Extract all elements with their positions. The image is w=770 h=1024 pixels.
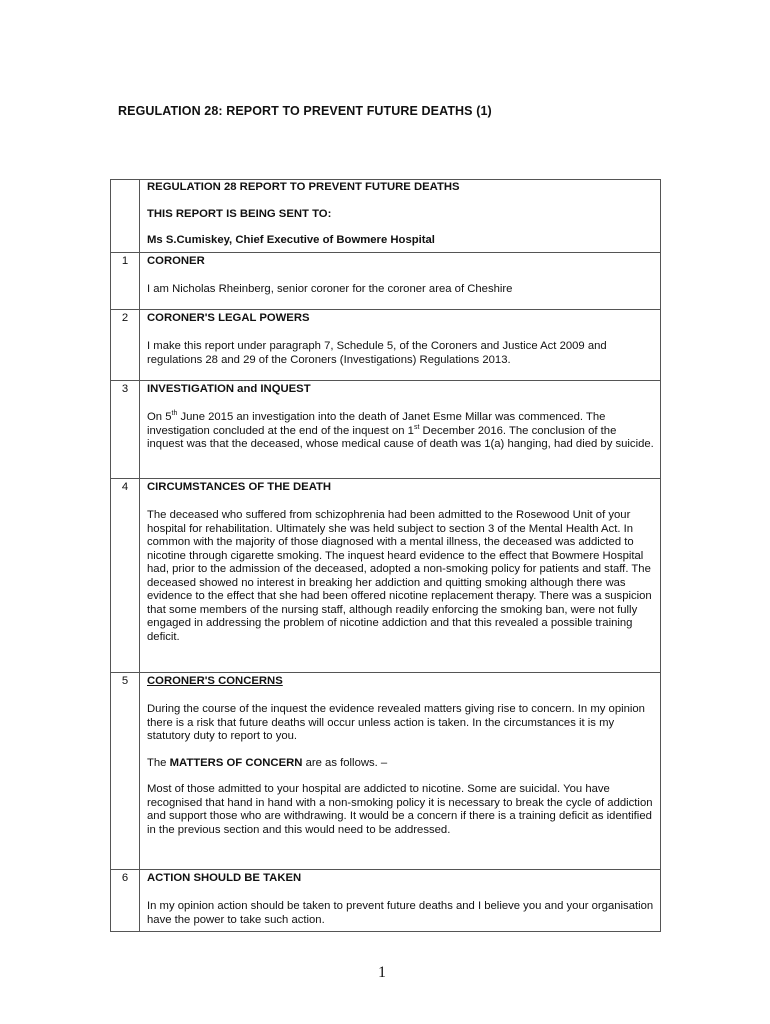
section-number-cell bbox=[111, 672, 140, 869]
section-number: 3 bbox=[121, 382, 129, 395]
section-body-2: Most of those admitted to your hospital are addicted to nicotine. Some are suicidal. You have recognised that hand in hand with a non-smoking policy it is necessary to break the cycle of addiction and support those who are withdrawing. It would be a concern if there is a training deficit as identified in the previous section and this would need to be addressed. bbox=[147, 783, 653, 836]
ordinal-suffix: st bbox=[413, 423, 420, 431]
section-number-cell bbox=[111, 869, 140, 932]
section-number-cell bbox=[111, 380, 140, 478]
section-body: I am Nicholas Rheinberg, senior coroner for the coroner area of Cheshire bbox=[147, 283, 513, 295]
body-text: are as follows. – bbox=[302, 756, 388, 769]
document-title: REGULATION 28: REPORT TO PREVENT FUTURE DEATHS (1) bbox=[118, 104, 492, 118]
page-number: 1 bbox=[378, 964, 386, 981]
intro-content-cell bbox=[140, 180, 661, 253]
section-number-cell bbox=[111, 478, 140, 672]
section-number-cell bbox=[111, 309, 140, 380]
section-heading: ACTION SHOULD BE TAKEN bbox=[147, 871, 302, 884]
section-number: 6 bbox=[121, 871, 129, 884]
section-body: The deceased who suffered from schizophrenia had been admitted to the Rosewood Unit of your hospital for rehabilitation. Ultimately she was held subject to section 3 of the Mental Health Act. In common with the majority of those diagnosed with a mental illness, the deceased was addicted to nicotine through cigarette smoking. The inquest heard evidence to the effect that Bowmere Hospital had, prior to the admission of the deceased, adopted a non-smoking policy for patients and staff. The deceased showed no interest in breaking her addiction and quitting smoking although there was evidence to the effect that she had been offered nicotine replacement therapy. There was a suspicion that some members of the nursing staff, although readily enforcing the smoking ban, were not fully engaged in addressing the problem of nicotine addiction and that this revealed a possible training deficit. bbox=[147, 509, 652, 643]
body-text: June 2015 an investigation into the death of Janet Esme Millar was commenced. The investigation concluded at the end of the inquest on 1 bbox=[147, 411, 606, 437]
section-body: During the course of the inquest the evidence revealed matters giving rise to concern. In my opinion there is a risk that future deaths will occur unless action is taken. In the circumstances it is my statutory duty to report to you. bbox=[147, 703, 645, 742]
report-table bbox=[110, 179, 661, 932]
intro-heading: REGULATION 28 REPORT TO PREVENT FUTURE DEATHS bbox=[147, 181, 460, 193]
section-number: 1 bbox=[121, 254, 129, 267]
section-body: In my opinion action should be taken to prevent future deaths and I believe you and your organisation have the power to take such action. bbox=[147, 900, 654, 926]
section-body: I make this report under paragraph 7, Schedule 5, of the Coroners and Justice Act 2009 and regulations 28 and 29 of the Coroners (Investigations) Regulations 2013. bbox=[147, 340, 607, 366]
section-row bbox=[111, 869, 661, 932]
section-row bbox=[111, 309, 661, 380]
recipient: Ms S.Cumiskey, Chief Executive of Bowmere Hospital bbox=[147, 234, 435, 246]
section-content-cell bbox=[140, 252, 661, 309]
section-row bbox=[111, 252, 661, 309]
section-content-cell bbox=[140, 869, 661, 932]
sent-to-label: THIS REPORT IS BEING SENT TO: bbox=[147, 207, 332, 220]
section-content-cell bbox=[140, 672, 661, 869]
matters-of-concern-label: MATTERS OF CONCERN bbox=[169, 756, 303, 769]
section-number: 5 bbox=[121, 674, 129, 687]
section-number-cell bbox=[111, 252, 140, 309]
section-content-cell bbox=[140, 478, 661, 672]
section-heading: INVESTIGATION and INQUEST bbox=[147, 382, 311, 395]
section-number: 2 bbox=[121, 311, 129, 324]
matters-of-concern-line bbox=[147, 757, 654, 771]
ordinal-suffix: th bbox=[171, 410, 178, 418]
section-content-cell bbox=[140, 380, 661, 478]
section-content-cell bbox=[140, 309, 661, 380]
body-text: On 5 bbox=[147, 411, 172, 423]
body-text: December 2016. The conclusion of the inquest was that the deceased, whose medical cause of death was 1(a) hanging, had died by suicide. bbox=[147, 424, 654, 450]
intro-number-cell bbox=[111, 180, 140, 253]
section-heading: CIRCUMSTANCES OF THE DEATH bbox=[147, 480, 332, 493]
section-row bbox=[111, 478, 661, 672]
section-number: 4 bbox=[121, 480, 129, 493]
body-text: The bbox=[147, 756, 170, 769]
section-body bbox=[147, 411, 654, 452]
section-heading: CORONER'S LEGAL POWERS bbox=[147, 311, 310, 324]
intro-row bbox=[111, 180, 661, 253]
section-row bbox=[111, 380, 661, 478]
section-row bbox=[111, 672, 661, 869]
section-heading: CORONER'S CONCERNS bbox=[147, 674, 283, 687]
section-heading: CORONER bbox=[147, 254, 205, 267]
